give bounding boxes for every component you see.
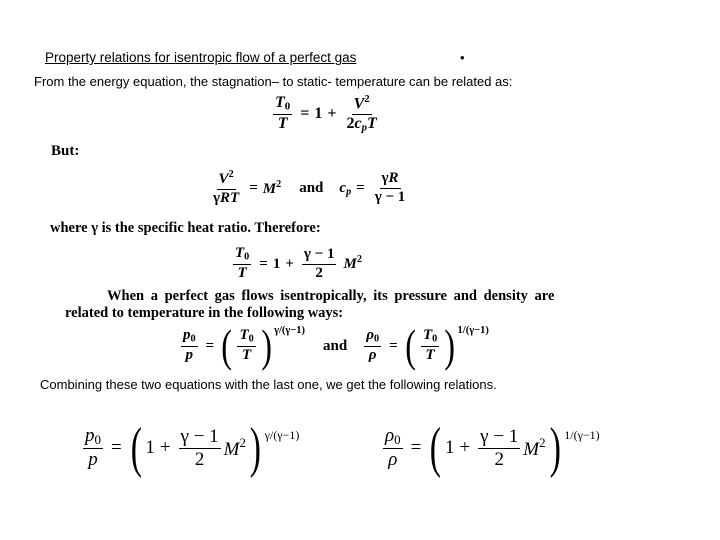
right-paren: )	[261, 320, 272, 371]
equals-sign: =	[410, 437, 422, 458]
equals-sign: =	[356, 179, 365, 196]
right-paren: )	[444, 320, 456, 371]
t0-over-t: $\frac{T_0}{T}$	[239, 327, 254, 364]
t0-over-t: $\frac{T_0}{T}$	[422, 327, 438, 364]
temperature-mach-equation: $\frac{T_0}{T}$ = 1 + $\frac{\gamma - 1}{2}$ $M^2$	[235, 245, 362, 282]
exponent-gamma: γ/(γ−1)	[274, 325, 306, 336]
plus-sign: +	[459, 437, 471, 458]
v2-over-gammaRT: $\frac{V^2}{\text{γRT}}$	[213, 169, 240, 206]
bullet-marker: •	[460, 50, 465, 65]
pressure-mach-equation: $\frac{p_0}{p}$ = ( 1 + $\frac{\gamma - 1}{2}$ $M^2$ ) γ/(γ−1)	[85, 417, 300, 479]
plus-sign: +	[285, 255, 294, 272]
exponent-one: 1/(γ−1)	[564, 428, 600, 442]
exponent-one: 1/(γ−1)	[457, 325, 489, 336]
energy-equation	[270, 94, 382, 134]
plus-sign: +	[159, 437, 171, 458]
slide-title: Property relations for isentropic flow of a perfect gas	[45, 50, 357, 65]
density-mach-equation: $\frac{\rho_0}{\rho}$ = ( 1 + $\frac{\gamma - 1}{2}$ $M^2$ ) 1/(γ−1)	[385, 417, 600, 479]
rho0-over-rho: $\frac{\rho_0}{\rho}$	[366, 327, 380, 364]
left-paren: (	[221, 320, 233, 371]
pressure-density-temperature-equation	[178, 320, 489, 371]
left-paren: (	[404, 320, 416, 371]
equals-sign: =	[389, 337, 398, 354]
one: 1	[444, 437, 455, 458]
right-paren: )	[249, 417, 261, 479]
plus-sign: +	[327, 105, 337, 123]
exponent-gamma: γ/(γ−1)	[264, 428, 300, 442]
equals-sign: =	[110, 437, 122, 458]
gamma-minus-1-over-2: $\frac{\gamma - 1}{2}$	[180, 425, 219, 470]
gamma-minus-1-over-2: $\frac{\gamma - 1}{2}$	[480, 425, 519, 470]
equals-sign: =	[205, 337, 215, 354]
p0-over-p: $\frac{p_0}{p}$	[183, 327, 196, 364]
when-text-line-2: related to temperature in the following ways:	[65, 305, 344, 321]
t0-over-t: $\frac{T_0}{T}$	[235, 245, 250, 282]
one: 1	[272, 255, 281, 272]
equals-sign: =	[300, 105, 310, 123]
p0-over-p: $\frac{p_0}{p}$	[85, 425, 101, 470]
combining-text: Combining these two equations with the last one, we get the following relations.	[40, 377, 497, 392]
intro-text: From the energy equation, the stagnation– to static- temperature can be related as:	[34, 74, 513, 89]
v2-over-2cpT: $\frac{V^2}{2c_pT}$	[346, 93, 377, 135]
left-paren: (	[130, 417, 142, 479]
t0-over-t: $\frac{T_0}{T}$	[275, 94, 291, 133]
right-paren: )	[549, 417, 561, 479]
left-paren: (	[430, 417, 442, 479]
and-label: and	[299, 179, 324, 196]
mach-and-cp-equation: $\frac{V^2}{\text{γRT}}$ = $M^2$ and $c_p$ = $\frac{\gamma R}{\gamma - 1}$	[213, 169, 406, 206]
equals-sign: =	[259, 255, 268, 272]
one: 1	[145, 437, 155, 458]
but-label: But:	[51, 143, 80, 159]
equals-sign: =	[249, 179, 258, 196]
and-label: and	[323, 337, 348, 354]
gamma-minus-1-over-2: $\frac{\gamma - 1}{2}$	[303, 245, 335, 281]
gammaR-over-gamma-minus-1: $\frac{\gamma R}{\gamma - 1}$	[374, 170, 406, 205]
when-text-line-1: When a perfect gas flows isentropically, its pressure and density are	[107, 288, 555, 304]
one: 1	[314, 105, 323, 123]
where-text: where γ is the specific heat ratio. Therefore:	[50, 220, 321, 236]
rho0-over-rho: $\frac{\rho_0}{\rho}$	[385, 425, 401, 470]
